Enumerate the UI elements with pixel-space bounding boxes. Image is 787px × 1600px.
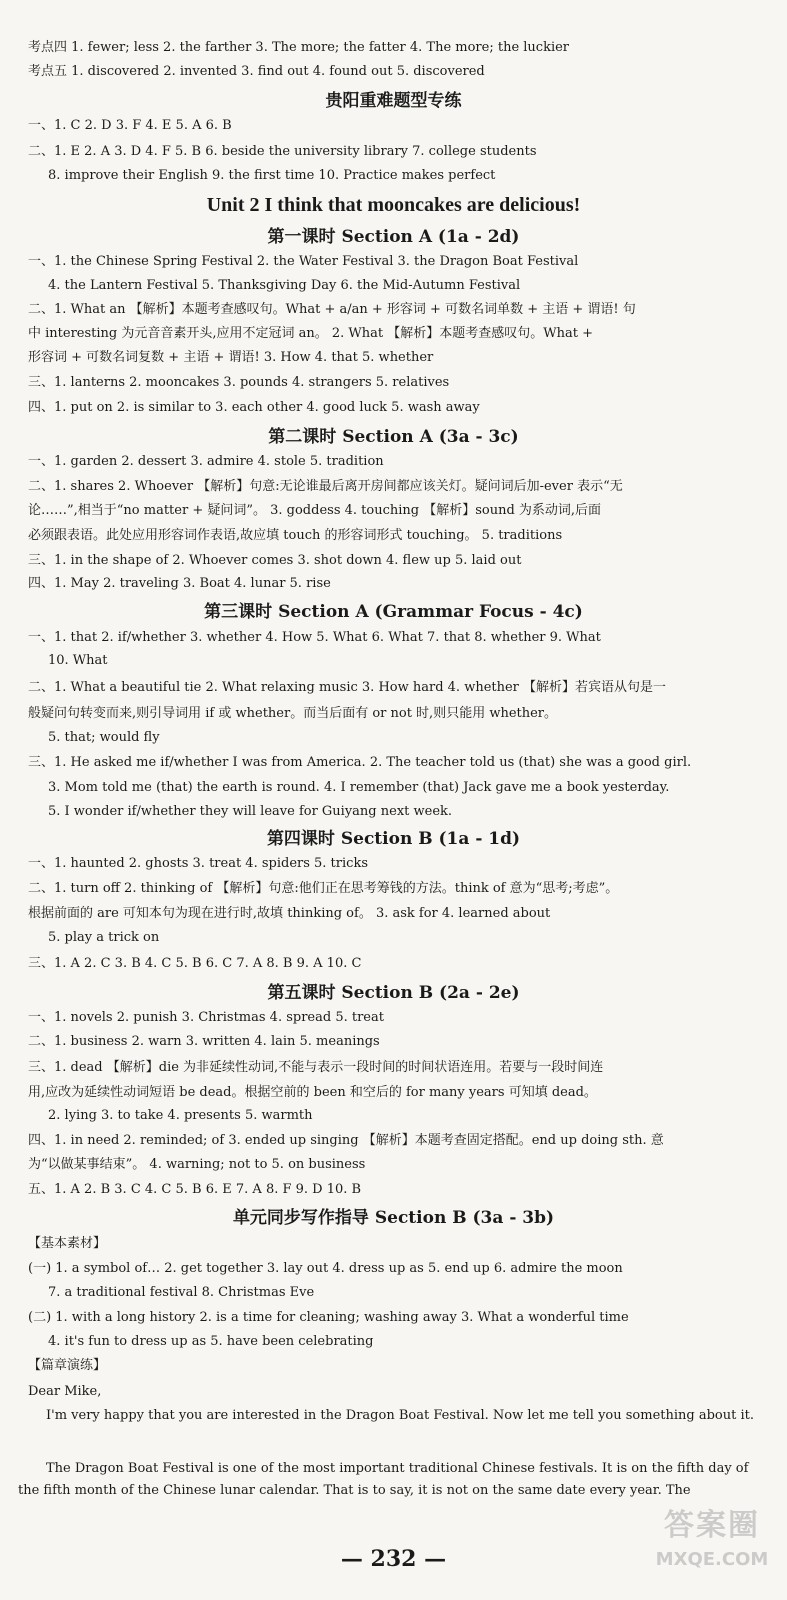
answer-line: 中 interesting 为元音音素开头,应用不定冠词 an。 2. What 【解析】本题考查感叹句。What +: [28, 326, 593, 341]
answer-line: 般疑问句转变而来,则引导词用 if 或 whether。而当后面有 or not 时,则只能用 whether。: [28, 706, 558, 721]
answer-line: 四、1. May 2. traveling 3. Boat 4. lunar 5. rise: [28, 576, 331, 591]
lesson-heading: 第一课时 Section A (1a - 2d): [267, 227, 520, 247]
answer-line: 为“以做某事结束”。 4. warning; not to 5. on business: [28, 1157, 366, 1172]
answer-line: 用,应改为延续性动词短语 be dead。根据空前的 been 和空后的 for many years 可知填 dead。: [28, 1085, 597, 1100]
answer-line: 一、1. the Chinese Spring Festival 2. the Water Festival 3. the Dragon Boat Festival: [28, 254, 579, 269]
answer-line: 二、1. What a beautiful tie 2. What relaxing music 3. How hard 4. whether 【解析】若宾语从句是一: [28, 680, 667, 695]
answer-line: 一、1. that 2. if/whether 3. whether 4. How 5. What 6. What 7. that 8. whether 9. What: [28, 630, 601, 645]
answer-line: (一) 1. a symbol of… 2. get together 3. lay out 4. dress up as 5. end up 6. admire the moon: [28, 1261, 623, 1276]
answer-line: 三、1. in the shape of 2. Whoever comes 3. shot down 4. flew up 5. laid out: [28, 553, 522, 568]
answer-line: 考点五 1. discovered 2. invented 3. find out 4. found out 5. discovered: [28, 64, 485, 79]
letter-paragraph: The Dragon Boat Festival is one of the most important traditional Chinese festivals. It is on the fifth day of the fifth month of the Chinese lunar calendar. That is to say, it is not on the same date every year. The: [18, 1461, 749, 1498]
answer-line: (二) 1. with a long history 2. is a time for cleaning; washing away 3. What a wonderful time: [28, 1310, 629, 1325]
answer-line: 一、1. haunted 2. ghosts 3. treat 4. spiders 5. tricks: [28, 856, 368, 871]
answer-line: 一、1. C 2. D 3. F 4. E 5. A 6. B: [28, 118, 232, 133]
answer-line: 形容词 + 可数名词复数 + 主语 + 谓语! 3. How 4. that 5. whether: [28, 350, 434, 365]
answer-line: 四、1. in need 2. reminded; of 3. ended up singing 【解析】本题考查固定搭配。end up doing sth. 意: [28, 1133, 664, 1148]
answer-line: 五、1. A 2. B 3. C 4. C 5. B 6. E 7. A 8. F 9. D 10. B: [28, 1182, 362, 1197]
answer-line: 二、1. E 2. A 3. D 4. F 5. B 6. beside the university library 7. college students: [28, 144, 537, 159]
answer-line: 8. improve their English 9. the first time 10. Practice makes perfect: [48, 168, 496, 183]
section-heading: 贵阳重难题型专练: [325, 91, 462, 111]
answer-line: 二、1. What an 【解析】本题考查感叹句。What + a/an + 形容词 + 可数名词单数 + 主语 + 谓语! 句: [28, 302, 636, 317]
answer-line: 二、1. business 2. warn 3. written 4. lain 5. meanings: [28, 1034, 380, 1049]
lesson-heading: 第二课时 Section A (3a - 3c): [268, 427, 519, 447]
lesson-heading: 第四课时 Section B (1a - 1d): [266, 829, 521, 849]
answer-line: 5. I wonder if/whether they will leave for Guiyang next week.: [48, 804, 453, 819]
answer-line: 根据前面的 are 可知本句为现在进行时,故填 thinking of。 3. ask for 4. learned about: [28, 906, 551, 921]
practice-label: 【篇章演练】: [28, 1358, 107, 1373]
answer-line: 5. play a trick on: [48, 930, 160, 945]
lesson-heading: 单元同步写作指导 Section B (3a - 3b): [232, 1208, 555, 1228]
answer-line: 三、1. dead 【解析】die 为非延续性动词,不能与表示一段时间的时间状语连用。若要与一段时间连: [28, 1060, 604, 1075]
watermark-url: MXQE.COM: [655, 1549, 769, 1570]
watermark-text: 答案圈: [664, 1508, 760, 1543]
unit-title: Unit 2 I think that mooncakes are delicious!: [206, 194, 581, 216]
answer-line: 论……”,相当于“no matter + 疑问词”。 3. goddess 4. touching 【解析】sound 为系动词,后面: [28, 503, 602, 518]
answer-line: 7. a traditional festival 8. Christmas Eve: [48, 1285, 315, 1300]
answer-line: 四、1. put on 2. is similar to 3. each other 4. good luck 5. wash away: [28, 400, 480, 415]
answer-line: 一、1. garden 2. dessert 3. admire 4. stole 5. tradition: [28, 454, 384, 469]
answer-line: 10. What: [48, 653, 108, 668]
answer-line: 二、1. turn off 2. thinking of 【解析】句意:他们正在思考筹钱的方法。think of 意为“思考;考虑”。: [28, 881, 619, 896]
answer-line: 4. the Lantern Festival 5. Thanksgiving Day 6. the Mid-Autumn Festival: [48, 278, 521, 293]
answer-line: 一、1. novels 2. punish 3. Christmas 4. spread 5. treat: [28, 1010, 384, 1025]
answer-line: 考点四 1. fewer; less 2. the farther 3. The more; the fatter 4. The more; the luckier: [28, 40, 570, 55]
answer-line: 3. Mom told me (that) the earth is round. 4. I remember (that) Jack gave me a book yesterday.: [48, 780, 670, 795]
watermark-logo: [647, 1506, 777, 1590]
lesson-heading: 第三课时 Section A (Grammar Focus - 4c): [204, 602, 583, 622]
answer-line: 二、1. shares 2. Whoever 【解析】句意:无论谁最后离开房间都应该关灯。疑问词后加-ever 表示“无: [28, 479, 623, 494]
answer-line: 2. lying 3. to take 4. presents 5. warmth: [48, 1108, 313, 1123]
letter-greeting: Dear Mike,: [28, 1384, 102, 1399]
lesson-heading: 第五课时 Section B (2a - 2e): [267, 983, 520, 1003]
answer-line: 4. it's fun to dress up as 5. have been celebrating: [48, 1334, 374, 1349]
answer-line: 三、1. A 2. C 3. B 4. C 5. B 6. C 7. A 8. B 9. A 10. C: [28, 956, 362, 971]
material-label: 【基本素材】: [28, 1236, 107, 1251]
answer-line: 三、1. lanterns 2. mooncakes 3. pounds 4. strangers 5. relatives: [28, 375, 450, 390]
answer-line: 必须跟表语。此处应用形容词作表语,故应填 touch 的形容词形式 touching。 5. traditions: [28, 528, 563, 543]
answer-line: 三、1. He asked me if/whether I was from America. 2. The teacher told us (that) she was a good girl.: [28, 755, 692, 770]
letter-paragraph: I'm very happy that you are interested in the Dragon Boat Festival. Now let me tell you something about it.: [46, 1408, 754, 1423]
answer-line: 5. that; would fly: [48, 730, 160, 745]
page-number: — 232 —: [340, 1546, 447, 1572]
